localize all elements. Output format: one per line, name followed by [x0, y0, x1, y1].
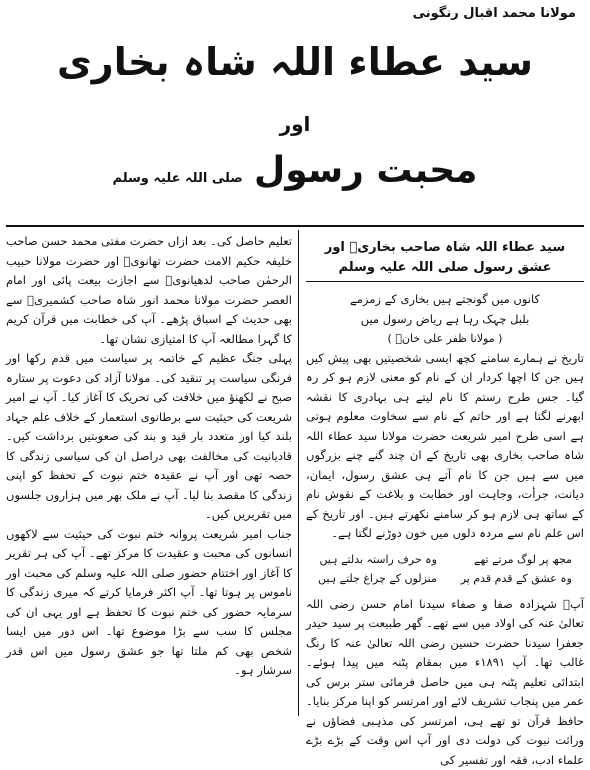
couplet-line: مجھ پر لوگ مرتے تھے — [461, 550, 572, 570]
paragraph: تعلیم حاصل کی۔ بعد ازاں حضرت مفتی محمد حسن صاحب خلیفہ حکیم الامت حضرت تھانویؒ اور حضرت مولانا حبیب الرحمٰن صاحب لدھیانویؒ سے اجازت بیعت پائی اور امام العصر حضرت مولانا محمد انور شاہ صاحب کشمیریؒ سے بھی حدیث کے اسباق پڑھے۔ آپ کی خطابت میں قرآن کریم کا گہرا مطالعہ آپ کا امتیازی نشان تھا۔ — [6, 232, 292, 349]
subtitle-salutation: صلی اللہ علیہ وسلم — [113, 171, 243, 186]
article-subtitle — [0, 150, 590, 191]
poem-attribution: ( مولانا ظفر علی خانؒ ) — [306, 329, 584, 349]
subtitle-main: محبت رسول — [254, 150, 478, 191]
right-column — [306, 232, 584, 770]
poem-line-1: کانوں میں گونجتے ہیں بخاری کے زمزمے — [306, 290, 584, 310]
paragraph: جناب امیر شریعت پروانہ ختم نبوت کی حیثیت سے لاکھوں انسانوں کی محبت و عقیدت کا مرکز تھے۔ آپ کی ہر تقریر کا آغاز اور اختتام حضور صلی اللہ علیہ وسلم کی محبت اور ناموس پر ہوتا تھا۔ آپ اکثر فرمایا کرتے کہ میری زندگی کا سرمایہ حضور کی ختم نبوت کا تحفظ ہے اور یہی ان کی مجلس کا سب سے بڑا موضوع تھا۔ اس دور میں ایسا شخص بھی کم ملتا تھا جو عشق رسول میں اس قدر سرشار ہو۔ — [6, 525, 292, 681]
couplet — [318, 550, 572, 589]
paragraph: تاریخ نے ہمارے سامنے کچھ ایسی شخصیتیں بھی پیش کیں ہیں جن کا اچھا کردار ان کے نام کو معنی لازم ہو کر رہ گیا۔ جس طرح رستم کا نام لیتے ہی بہادری کا نقشہ ابھرنے لگتا ہے اور حاتم کے نام سے سخاوت معلوم ہوتی ہے اسی طرح امیر شریعت حضرت مولانا سید عطاء اللہ شاہ صاحب بخاری بھی تاریخ کے ان چند گنے چنے بزرگوں میں سے ہیں جن کا نام آتے ہی عشق رسول، ایمان، دیانت، جرأت، وجاہت اور خطابت و بلاغت کے نقوش نام کے ساتھ ہی لازم ہو کر سامنے نکھرتے ہیں۔ اور تاریخ کے اس علم نام سے مردہ دلوں میں خون دوڑنے لگتا ہے۔ — [306, 349, 584, 544]
section-heading: سید عطاء اللہ شاہ صاحب بخاریؒ اور عشق رسول صلی اللہ علیہ وسلم — [306, 232, 584, 282]
article-title: سید عطاء اللہ شاہ بخاری — [0, 40, 590, 84]
title-conjunction: اور — [0, 112, 590, 136]
couplet-line: وہ عشق کے قدم قدم پر — [461, 569, 572, 589]
couplet-line: منزلوں کے چراغ جلتے ہیں — [318, 569, 437, 589]
couplet-line: وہ حرف راستہ بدلتے ہیں — [318, 550, 437, 570]
paragraph: پہلی جنگ عظیم کے خاتمہ پر سیاست میں قدم رکھا اور فرنگی سیاست پر تنقید کی۔ مولانا آزاد کی دعوت پر ستارہ صبح نے لکھنؤ میں خلافت کی تحریک کا آغاز کیا۔ آپ نے امیر شریعت کی حیثیت سے برطانوی استعمار کے خلاف علم جہاد بلند کیا اور متعدد بار قید و بند کی صعوبتیں برداشت کیں۔ قادیانیت کی مخالفت بھی دراصل ان کی سیاسی زندگی کا حصہ تھی اور آپ نے عقیدہ ختم نبوت کے تحفظ کو اپنی زندگی کا مقصد بنا لیا۔ آپ نے ملک بھر میں ہزاروں جلسوں میں تقریریں کیں۔ — [6, 349, 292, 525]
header-divider — [6, 225, 584, 227]
column-divider — [298, 230, 299, 716]
left-column — [6, 232, 292, 681]
paragraph: آپؒ شہزادہ صفا و صفاء سیدنا امام حسن رضی اللہ تعالیٰ عنہ کی اولاد میں سے تھے۔ گھر طبیعت پر سید حیدر جعفرا سیدنا حضرت حسین رضی اللہ تعالیٰ عنہ کا رنگ غالب تھا۔ آپ ۱۸۹۱ء میں بمقام پٹنہ میں پیدا ہوئے۔ ابتدائی تعلیم پٹنہ ہی میں حاصل فرمائی ستر برس کی عمر میں پنجاب تشریف لائے اور امرتسر کو اپنا مرکز بنایا۔ حافظ قرآن تو تھے ہی، امرتسر کی مذہبی فضاؤں نے وراثت نبوت کی دولت دی اور آپ اس وقت کے بڑے بڑے علماء ادب، فقہ اور تفسیر کی — [306, 595, 584, 770]
author-byline: مولانا محمد اقبال رنگونی — [413, 6, 576, 21]
poem-line-2: بلبل چہک رہا ہے ریاض رسول میں — [306, 310, 584, 330]
